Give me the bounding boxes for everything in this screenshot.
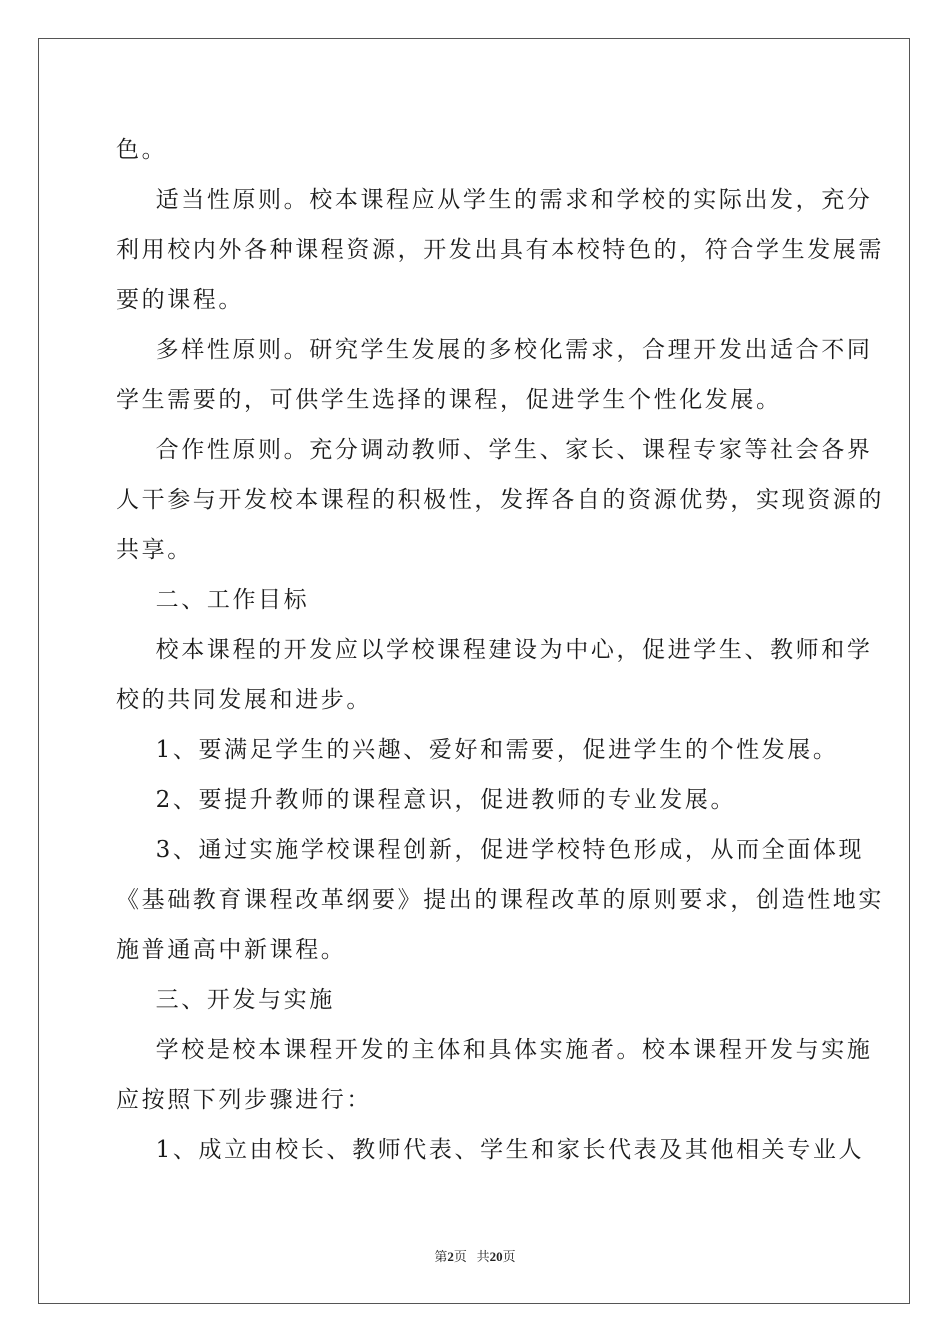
text-line: 适当性原则。校本课程应从学生的需求和学校的实际出发，充分 (116, 187, 873, 213)
total-suffix: 页 (502, 1249, 516, 1264)
text-line: 学生需要的，可供学生选择的课程，促进学生个性化发展。 (116, 387, 782, 413)
text-line: 《基础教育课程改革纲要》提出的课程改革的原则要求，创造性地实 (116, 887, 884, 913)
document-body (116, 125, 884, 1175)
text-line: 合作性原则。充分调动教师、学生、家长、课程专家等社会各界 (116, 437, 873, 463)
text-line: 校的共同发展和进步。 (116, 687, 372, 713)
text-line: 人干参与开发校本课程的积极性，发挥各自的资源优势，实现资源的 (116, 487, 884, 513)
total-prefix: 共 (476, 1249, 490, 1264)
text-line: 应按照下列步骤进行： (116, 1087, 372, 1113)
page-prefix: 第 (434, 1249, 448, 1264)
text-line: 校本课程的开发应以学校课程建设为中心，促进学生、教师和学 (116, 637, 873, 663)
text-line: 1、成立由校长、教师代表、学生和家长代表及其他相关专业人 (116, 1137, 865, 1163)
text-line: 施普通高中新课程。 (116, 937, 347, 963)
text-line: 要的课程。 (116, 287, 244, 313)
text-line: 多样性原则。研究学生发展的多校化需求，合理开发出适合不同 (116, 337, 873, 363)
section-heading: 二、工作目标 (116, 587, 310, 613)
section-heading: 三、开发与实施 (116, 987, 335, 1013)
text-line: 利用校内外各种课程资源，开发出具有本校特色的，符合学生发展需 (116, 237, 884, 263)
text-line: 共享。 (116, 537, 193, 563)
text-line: 2、要提升教师的课程意识，促进教师的专业发展。 (116, 787, 737, 813)
text-line: 学校是校本课程开发的主体和具体实施者。校本课程开发与实施 (116, 1037, 873, 1063)
text-line: 3、通过实施学校课程创新，促进学校特色形成，从而全面体现 (116, 837, 865, 863)
total-pages: 20 (489, 1249, 503, 1264)
page-footer (0, 1246, 950, 1265)
text-line: 色。 (116, 137, 168, 163)
text-line: 1、要满足学生的兴趣、爱好和需要，促进学生的个性发展。 (116, 737, 839, 763)
page-suffix: 页 (453, 1249, 467, 1264)
page-number: 2 (447, 1249, 454, 1264)
